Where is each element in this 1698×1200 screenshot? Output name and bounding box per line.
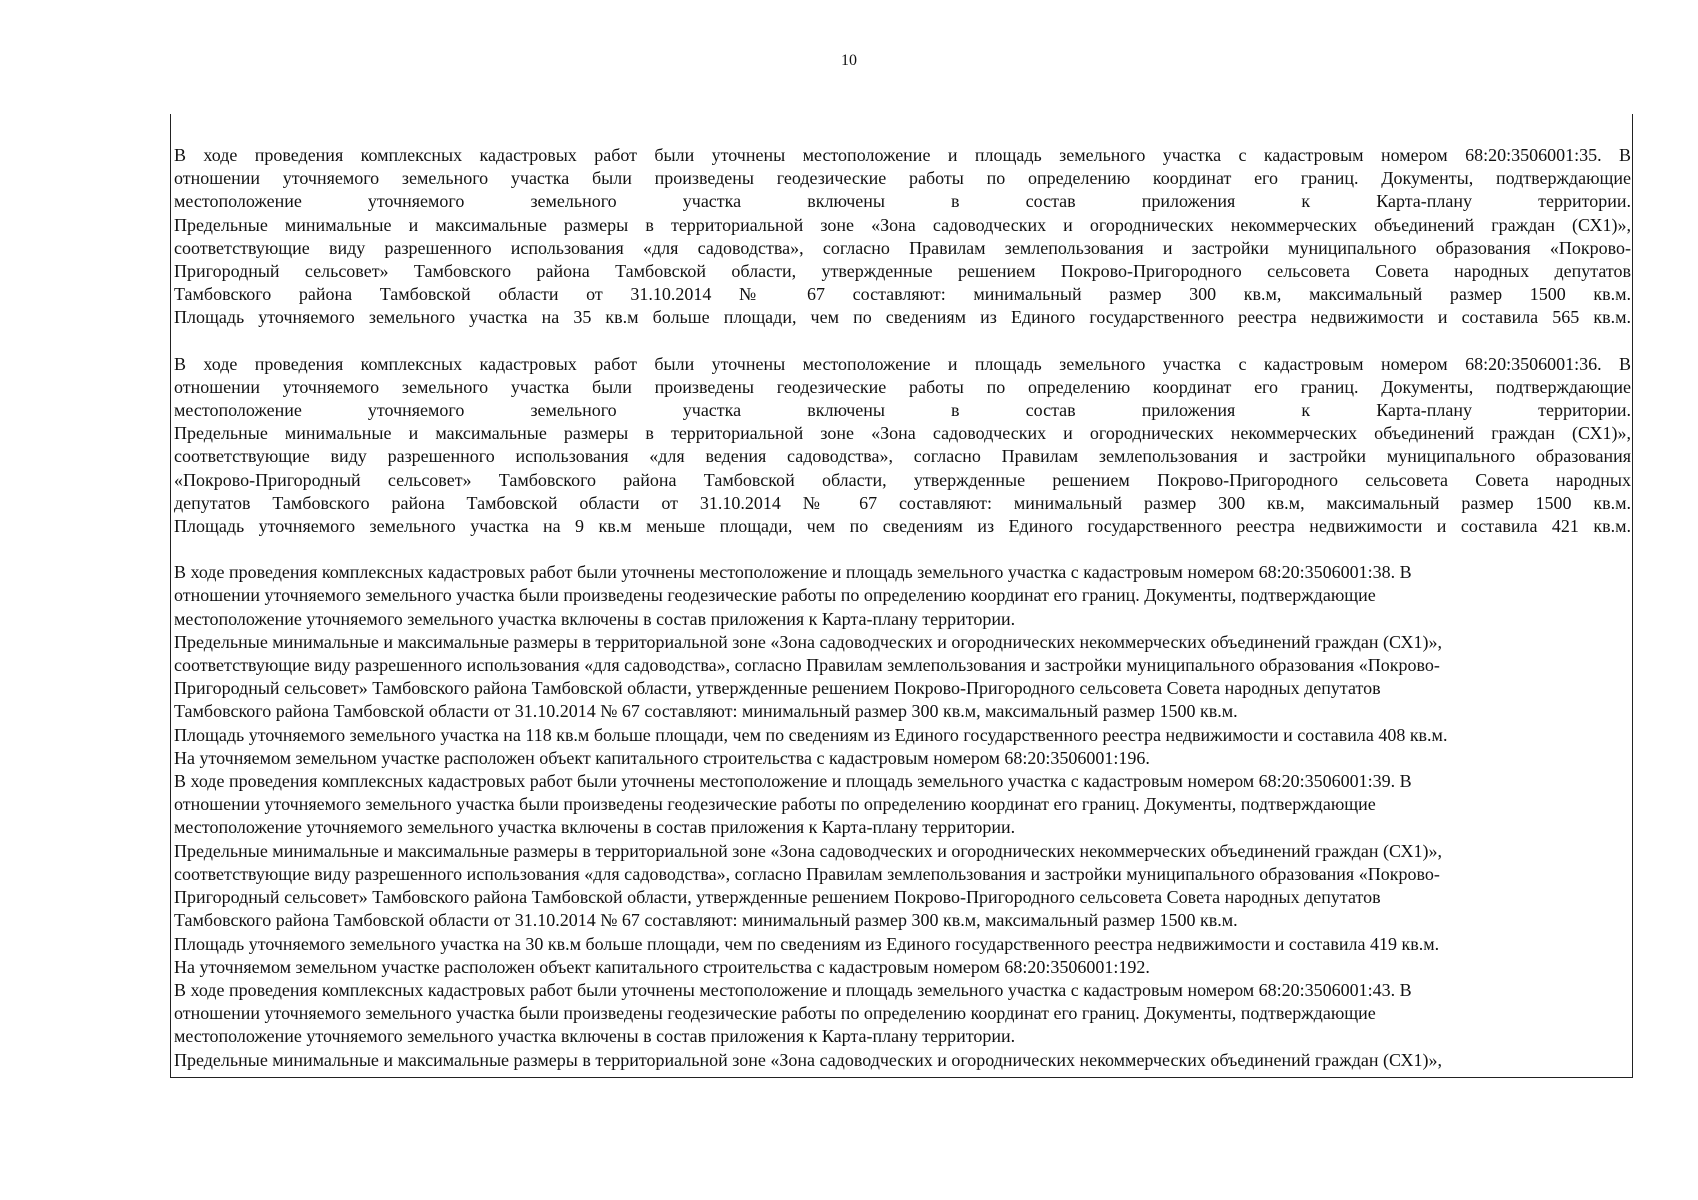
text-paragraph-parcels-38-39-43: В ходе проведения комплексных кадастровых работ были уточнены местоположение и площадь земельного участка с кадастровым номером 68:20:3506001:38. В отношении уточняемого земельного участка были произведены геодезические работы по определению координат его границ. Документы, подтверждающие местоположение уточняемого земельного участка включены в состав приложения к Карта-плану территории. Предельные минимальные и максимальные размеры в территориальной зоне «Зона садоводческих и огороднических некоммерческих объединений граждан (СХ1)», соответствующие виду разрешенного использования «для садоводства», согласно Правилам землепользования и застройки муниципального образования «Покрово- Пригородный сельсовет» Тамбовского района Тамбовской области, утвержденные решением Покрово-Пригородного сельсовета Совета народных депутатов Тамбовского района Тамбовской области от 31.10.2014 № 67 составляют: минимальный размер 300 кв.м, максимальный размер 1500 кв.м. Площадь уточняемого земельного участка на 118 кв.м больше площади, чем по сведениям из Единого государственного реестра недвижимости и составила 408 кв.м. На уточняемом земельном участке расположен объект капитального строительства с кадастровым номером 68:20:3506001:196. В ходе проведения комплексных кадастровых работ были уточнены местоположение и площадь земельного участка с кадастровым номером 68:20:3506001:39. В отношении уточняемого земельного участка были произведены геодезические работы по определению координат его границ. Документы, подтверждающие местоположение уточняемого земельного участка включены в состав приложения к Карта-плану территории. Предельные минимальные и максимальные размеры в территориальной зоне «Зона садоводческих и огороднических некоммерческих объединений граждан (СХ1)», соответствующие виду разрешенного использования «для садоводства», согласно Правилам землепользования и застройки муниципального образования «Покрово- Пригородный сельсовет» Тамбовского района Тамбовской области, утвержденные решением Покрово-Пригородного сельсовета Совета народных депутатов Тамбовского района Тамбовской области от 31.10.2014 № 67 составляют: минимальный размер 300 кв.м, максимальный размер 1500 кв.м. Площадь уточняемого земельного участка на 30 кв.м больше площади, чем по сведениям из Единого государственного реестра недвижимости и составила 419 кв.м. На уточняемом земельном участке расположен объект капитального строительства с кадастровым номером 68:20:3506001:192. В ходе проведения комплексных кадастровых работ были уточнены местоположение и площадь земельного участка с кадастровым номером 68:20:3506001:43. В отношении уточняемого земельного участка были произведены геодезические работы по определению координат его границ. Документы, подтверждающие местоположение уточняемого земельного участка включены в состав приложения к Карта-плану территории. Предельные минимальные и максимальные размеры в территориальной зоне «Зона садоводческих и огороднических некоммерческих объединений граждан (СХ1)», [174, 562, 1448, 1070]
text-paragraph-parcel-36: В ходе проведения комплексных кадастровых работ были уточнены местоположение и площадь земельного участка с кадастровым номером 68:20:3506001:36. В отношении уточняемого земельного участка были произведены геодезические работы по определению координат его границ. Документы, подтверждающие местоположение уточняемого земельного участка включены в состав приложения к Карта-плану территории. Предельные минимальные и максимальные размеры в территориальной зоне «Зона садоводческих и огороднических некоммерческих объединений граждан (СХ1)», соответствующие виду разрешенного использования «для ведения садоводства», согласно Правилам землепользования и застройки муниципального образования «Покрово-Пригородный сельсовет» Тамбовского района Тамбовской области, утвержденные решением Покрово-Пригородного сельсовета Совета народных депутатов Тамбовского района Тамбовской области от 31.10.2014 № 67 составляют: минимальный размер 300 кв.м, максимальный размер 1500 кв.м. Площадь уточняемого земельного участка на 9 кв.м меньше площади, чем по сведениям из Единого государственного реестра недвижимости и составила 421 кв.м. [174, 353, 1631, 537]
page-number: 10 [841, 52, 857, 69]
document-text-frame [170, 114, 1633, 1078]
text-paragraph-parcel-35: В ходе проведения комплексных кадастровых работ были уточнены местоположение и площадь земельного участка с кадастровым номером 68:20:3506001:35. В отношении уточняемого земельного участка были произведены геодезические работы по определению координат его границ. Документы, подтверждающие местоположение уточняемого земельного участка включены в состав приложения к Карта-плану территории. Предельные минимальные и максимальные размеры в территориальной зоне «Зона садоводческих и огороднических некоммерческих объединений граждан (СХ1)», соответствующие виду разрешенного использования «для садоводства», согласно Правилам землепользования и застройки муниципального образования «Покрово- Пригородный сельсовет» Тамбовского района Тамбовской области, утвержденные решением Покрово-Пригородного сельсовета Совета народных депутатов Тамбовского района Тамбовской области от 31.10.2014 № 67 составляют: минимальный размер 300 кв.м, максимальный размер 1500 кв.м. Площадь уточняемого земельного участка на 35 кв.м больше площади, чем по сведениям из Единого государственного реестра недвижимости и составила 565 кв.м. [174, 145, 1631, 328]
